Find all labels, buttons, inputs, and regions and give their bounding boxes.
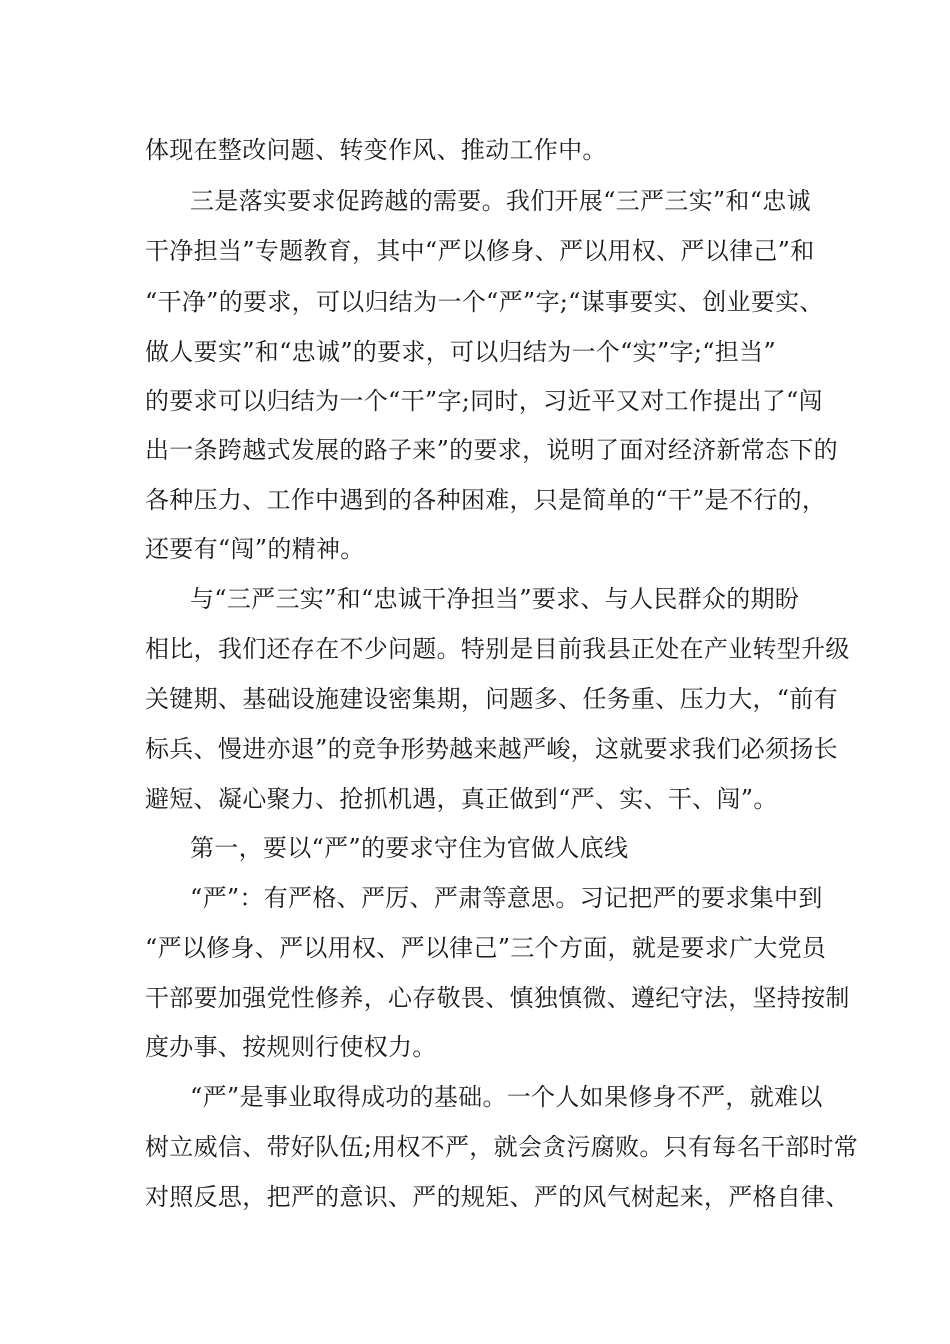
text-line: 还要有“闯”的精神。 [145, 535, 365, 563]
text-line: 各种压力、工作中遇到的各种困难，只是简单的“干”是不行的， [145, 486, 827, 514]
text-line: 对照反思，把严的意识、严的规矩、严的风气树起来，严格自律、 [145, 1183, 850, 1211]
text-line: 出一条跨越式发展的路子来”的要求，说明了面对经济新常态下的 [145, 436, 838, 464]
text-line: 树立威信、带好队伍;用权不严，就会贪污腐败。只有每名干部时常 [145, 1133, 859, 1161]
text-line: 关键期、基础设施建设密集期，问题多、任务重、压力大，“前有 [145, 685, 838, 713]
text-line: “严”是事业取得成功的基础。一个人如果修身不严，就难以 [190, 1083, 823, 1111]
text-line: “严以修身、严以用权、严以律己”三个方面，就是要求广大党员 [145, 934, 827, 962]
text-line: 干部要加强党性修养，心存敬畏、慎独慎微、遵纪守法，坚持按制 [145, 984, 850, 1012]
text-line: 体现在整改问题、转变作风、推动工作中。 [145, 136, 607, 164]
text-line: 避短、凝心聚力、抢抓机遇，真正做到“严、实、干、闯”。 [145, 785, 778, 813]
text-line: 干净担当”专题教育，其中“严以修身、严以用权、严以律己”和 [145, 237, 815, 265]
section-heading: 第一，要以“严”的要求守住为官做人底线 [190, 834, 629, 862]
text-line: 的要求可以归结为一个“干”字;同时，习近平又对工作提出了“闯 [145, 387, 823, 415]
text-line: “严”：有严格、严厉、严肃等意思。习记把严的要求集中到 [190, 884, 823, 912]
text-line: 标兵、慢进亦退”的竞争形势越来越严峻，这就要求我们必须扬长 [145, 735, 838, 763]
text-line: 做人要实”和“忠诚”的要求，可以归结为一个“实”字;“担当” [145, 338, 776, 366]
text-line: 三是落实要求促跨越的需要。我们开展“三严三实”和“忠诚 [190, 187, 811, 215]
text-line: 与“三严三实”和“忠诚干净担当”要求、与人民群众的期盼 [190, 585, 800, 613]
text-line: 度办事、按规则行使权力。 [145, 1033, 437, 1061]
text-line: “干净”的要求，可以归结为一个“严”字;“谋事要实、创业要实、 [145, 288, 824, 316]
text-line: 相比，我们还存在不少问题。特别是目前我县正处在产业转型升级 [145, 635, 850, 663]
